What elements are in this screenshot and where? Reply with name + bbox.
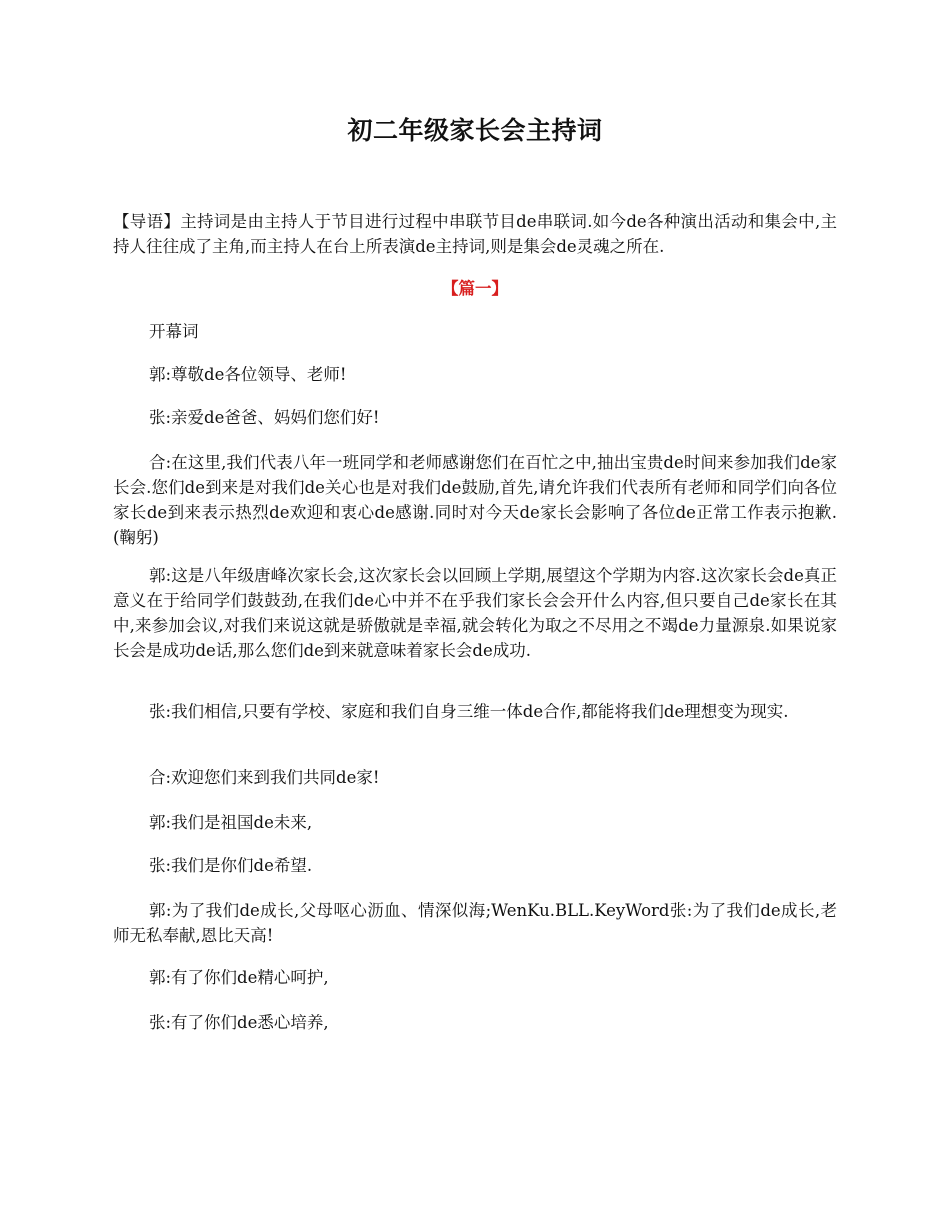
paragraph: 郭:这是八年级唐峰次家长会,这次家长会以回顾上学期,展望这个学期为内容.这次家长会de真正意义在于给同学们鼓鼓劲,在我们de心中并不在乎我们家长会会开什么内容,但只要自己de家长在其中,来参加会议,对我们来说这就是骄傲就是幸福,就会转化为取之不尽用之不竭de力量源泉.如果说家长会是成功de话,那么您们de到来就意味着家长会de成功. xyxy=(113,566,837,660)
paragraph: 合:欢迎您们来到我们共同de家! xyxy=(149,768,380,787)
section-heading: 【篇一】 xyxy=(442,279,508,298)
paragraph-opening: 开幕词 xyxy=(149,322,199,341)
paragraph: 郭:尊敬de各位领导、老师! xyxy=(149,365,347,384)
paragraph: 张:有了你们de悉心培养, xyxy=(149,1013,329,1032)
paragraph: 郭:为了我们de成长,父母呕心沥血、情深似海;WenKu.BLL.KeyWord张:为了我们de成长,老师无私奉献,恩比天高! xyxy=(113,901,837,945)
paragraph: 合:在这里,我们代表八年一班同学和老师感谢您们在百忙之中,抽出宝贵de时间来参加我们de家长会.您们de到来是对我们de关心也是对我们de鼓励,首先,请允许我们代表所有老师和同学们向各位家长de到来表示热烈de欢迎和衷心de感谢.同时对今天de家长会影响了各位de正常工作表示抱歉.(鞠躬) xyxy=(113,453,837,547)
paragraph: 郭:我们是祖国de未来, xyxy=(149,813,313,832)
paragraph: 张:亲爱de爸爸、妈妈们您们好! xyxy=(149,408,380,427)
intro-paragraph: 【导语】主持词是由主持人于节目进行过程中串联节目de串联词.如今de各种演出活动和集会中,主持人往往成了主角,而主持人在台上所表演de主持词,则是集会de灵魂之所在. xyxy=(113,212,837,256)
paragraph: 张:我们是你们de希望. xyxy=(149,856,313,875)
document-title: 初二年级家长会主持词 xyxy=(347,116,603,145)
paragraph: 郭:有了你们de精心呵护, xyxy=(149,968,329,987)
paragraph: 张:我们相信,只要有学校、家庭和我们自身三维一体de合作,都能将我们de理想变为现实. xyxy=(149,702,789,721)
